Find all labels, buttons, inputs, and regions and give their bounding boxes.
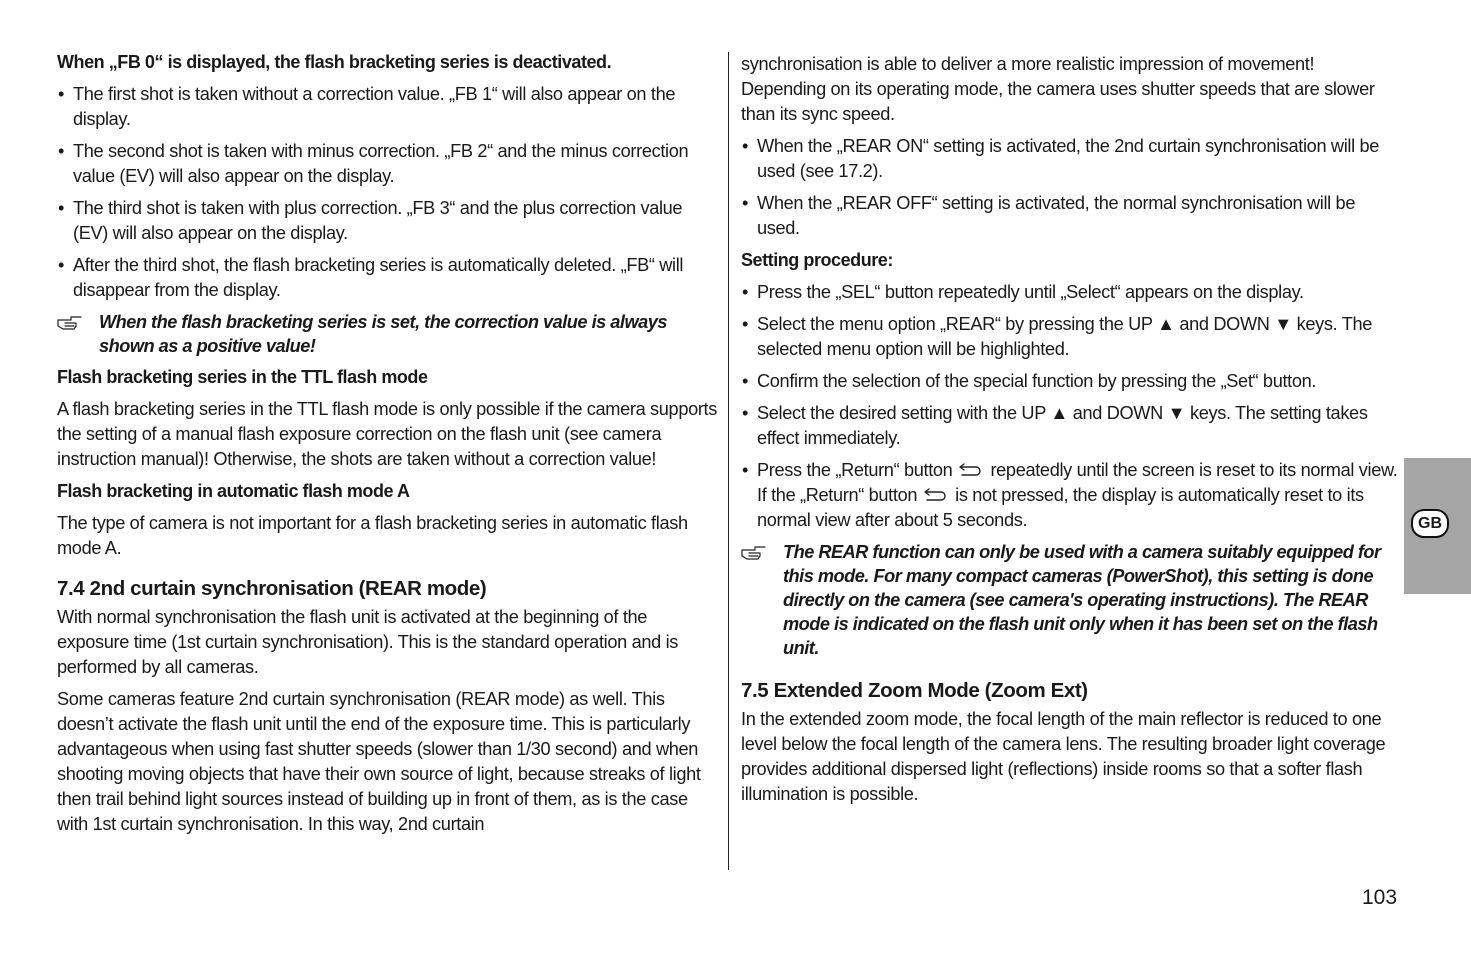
list-item: • The first shot is taken without a correction value. „FB 1“ will also appear on the display. xyxy=(57,82,717,132)
column-divider xyxy=(728,52,729,870)
page-number: 103 xyxy=(1362,886,1398,909)
list-item: • Select the desired setting with the UP ▲ and DOWN ▼ keys. The setting takes effect immediately. xyxy=(741,401,1401,451)
language-badge: GB xyxy=(1411,509,1449,538)
auto-heading: Flash bracketing in automatic flash mode A xyxy=(57,481,410,501)
procedure-bullet-list xyxy=(741,280,1401,533)
note-block xyxy=(741,540,1401,660)
section-paragraph: Some cameras feature 2nd curtain synchronisation (REAR mode) as well. This doesn’t activate the flash unit until the end of the exposure time. This is particularly advantageous when using fast shutter speeds (slower than 1/30 second) and when shooting moving objects that have their own source of light, because streaks of light then trail behind light sources instead of building up in front of them, as is the case with 1st curtain synchronisation. In this way, 2nd curtain xyxy=(57,689,701,834)
return-arrow-icon xyxy=(958,463,984,477)
list-item: • Confirm the selection of the special function by pressing the „Set“ button. xyxy=(741,369,1401,394)
section-title-7-4: 7.4 2nd curtain synchronisation (REAR mode) xyxy=(57,577,487,600)
ttl-paragraph: A flash bracketing series in the TTL flash mode is only possible if the camera supports the setting of a manual flash exposure correction on the flash unit (see camera instruction manual)! Otherwise, the shots are taken without a correction value! xyxy=(57,399,718,469)
note-text: When the flash bracketing series is set, the correction value is always shown as a positive value! xyxy=(99,312,667,356)
fb0-heading: When „FB 0“ is displayed, the flash bracketing series is deactivated. xyxy=(57,52,612,72)
list-item: • After the third shot, the flash bracketing series is automatically deleted. „FB“ will disappear from the display. xyxy=(57,253,717,303)
note-block xyxy=(57,310,717,358)
list-item: • Select the menu option „REAR“ by pressing the UP ▲ and DOWN ▼ keys. The selected menu option will be highlighted. xyxy=(741,312,1401,362)
section-title-7-5: 7.5 Extended Zoom Mode (Zoom Ext) xyxy=(741,679,1088,702)
auto-paragraph: The type of camera is not important for a flash bracketing series in automatic flash mode A. xyxy=(57,513,688,558)
return-arrow-icon xyxy=(923,488,949,502)
list-item: • The second shot is taken with minus correction. „FB 2“ and the minus correction value (EV) will also appear on the display. xyxy=(57,139,717,189)
continuation-paragraph: synchronisation is able to deliver a more realistic impression of movement! Depending on its operating mode, the camera uses shutter speeds that are slower than its sync speed. xyxy=(741,54,1375,124)
list-item: • When the „REAR OFF“ setting is activated, the normal synchronisation will be used. xyxy=(741,191,1401,241)
right-column xyxy=(741,52,1401,807)
list-item: • When the „REAR ON“ setting is activated, the 2nd curtain synchronisation will be used (see 17.2). xyxy=(741,134,1401,184)
ttl-heading: Flash bracketing series in the TTL flash mode xyxy=(57,367,428,387)
procedure-heading: Setting procedure: xyxy=(741,250,893,270)
list-item: • Press the „SEL“ button repeatedly until „Select“ appears on the display. xyxy=(741,280,1401,305)
section-paragraph: With normal synchronisation the flash unit is activated at the beginning of the exposure time (1st curtain synchronisation). This is the standard operation and is performed by all cameras. xyxy=(57,607,678,677)
pointing-hand-icon xyxy=(741,543,767,561)
return-text-part: Press the „Return“ button xyxy=(757,460,953,480)
pointing-hand-icon xyxy=(57,313,83,331)
section-paragraph: In the extended zoom mode, the focal length of the main reflector is reduced to one level below the focal length of the camera lens. The resulting broader light coverage provides additional dispersed light (reflections) inside rooms so that a softer flash illumination is possible. xyxy=(741,709,1386,804)
return-text-part: repeatedly until the screen is reset to its normal view. If the „Return“ button xyxy=(757,460,1398,505)
note-text: The REAR function can only be used with a camera suitably equipped for this mode. For many compact cameras (PowerShot), this setting is done directly on the camera (see camera's operating instructions). The REAR mode is indicated on the flash unit only when it has been set on the flash unit. xyxy=(783,542,1381,658)
left-column xyxy=(57,50,717,837)
list-item: • The third shot is taken with plus correction. „FB 3“ and the plus correction value (EV) will also appear on the display. xyxy=(57,196,717,246)
return-text-part: is not pressed, the display is automatically reset to its normal view after about 5 seconds. xyxy=(757,485,1364,530)
fb-bullet-list xyxy=(57,82,717,303)
rear-bullet-list xyxy=(741,134,1401,241)
list-item xyxy=(741,458,1401,533)
